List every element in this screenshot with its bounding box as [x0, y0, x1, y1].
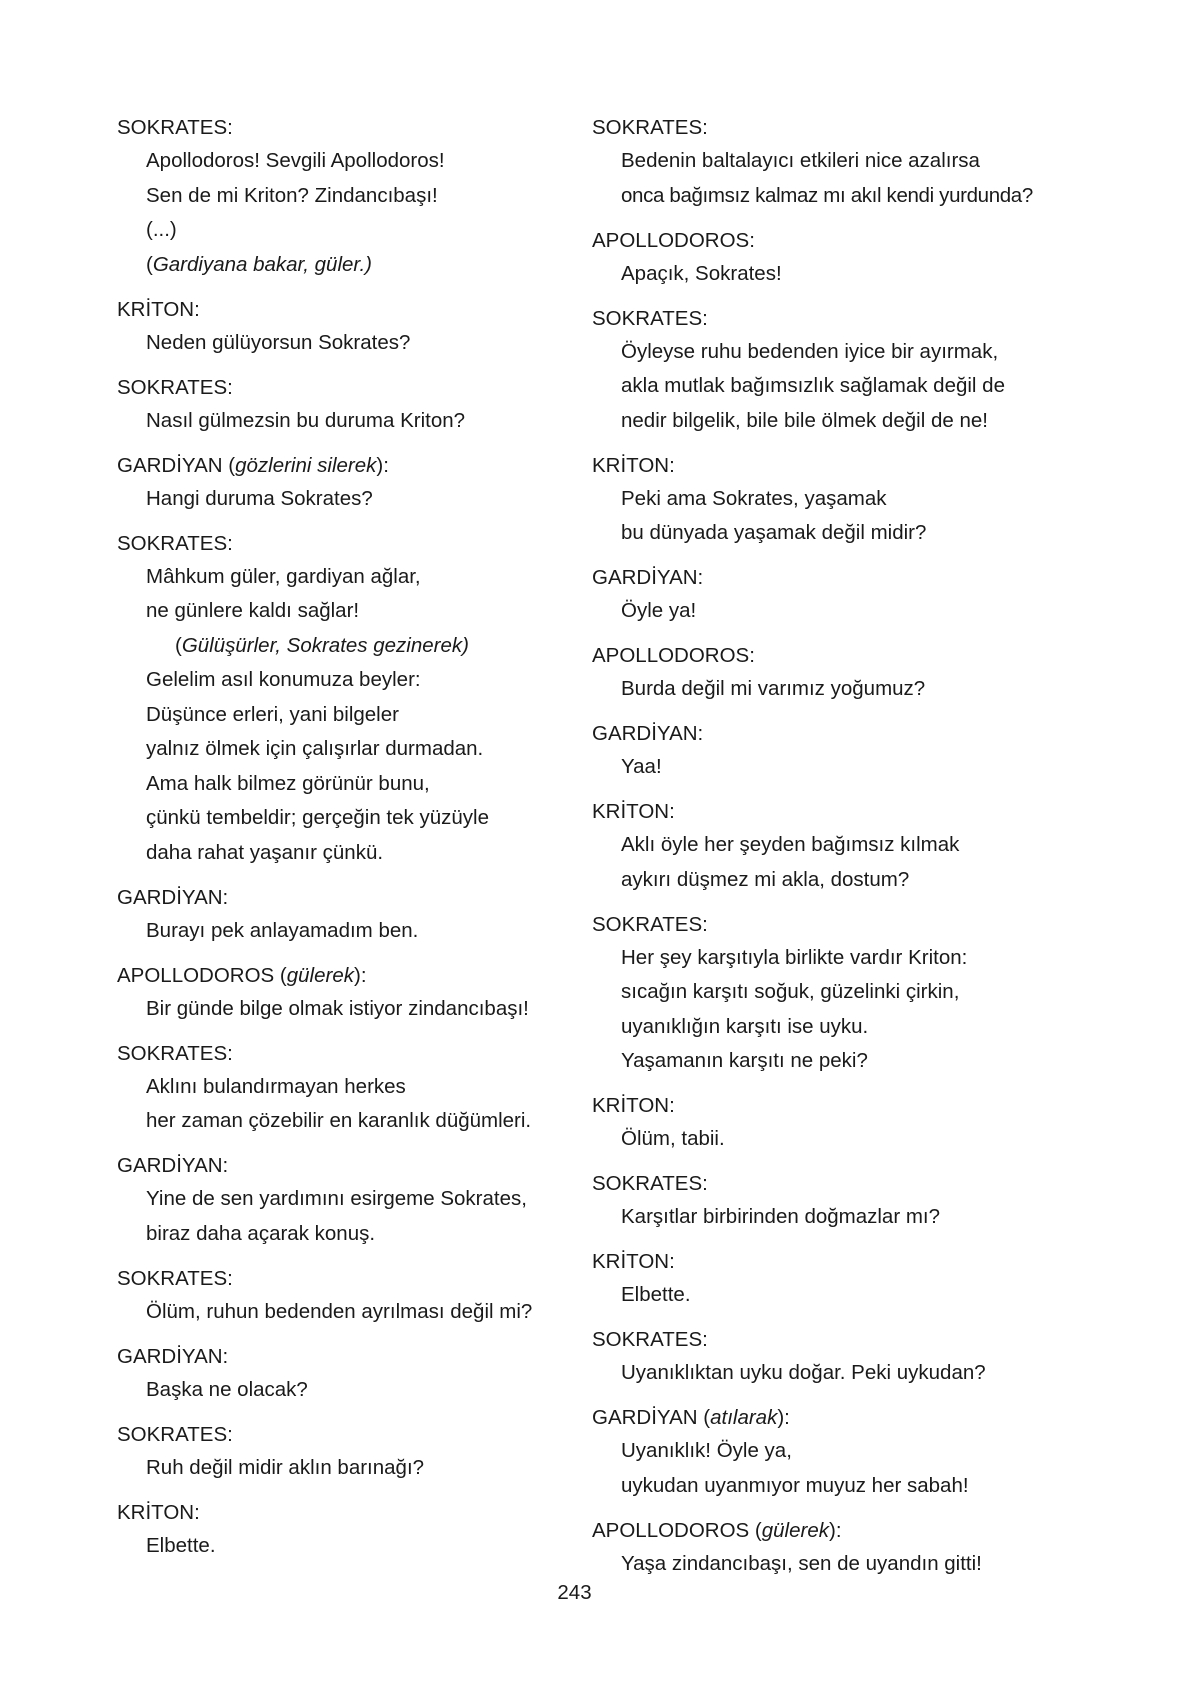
speaker-name: KRİTON: — [592, 1094, 675, 1117]
dialogue-line: Burayı pek anlayamadım ben. — [146, 918, 419, 942]
dialogue-block — [592, 1401, 1062, 1503]
dialogue-line: akla mutlak bağımsızlık sağlamak değil de — [621, 374, 1005, 397]
dialogue-line: Başka ne olacak? — [146, 1377, 308, 1401]
speaker-label: GARDİYAN — [592, 1406, 698, 1429]
dialogue-line: Yaşa zindancıbaşı, sen de uyandın gitti! — [621, 1551, 982, 1575]
speaker-name: KRİTON: — [592, 1250, 675, 1273]
dialogue-block — [592, 1245, 1062, 1313]
dialogue-block — [592, 111, 1062, 213]
dialogue-block — [592, 1323, 1062, 1391]
dialogue-block — [117, 1262, 567, 1330]
speaker-name: APOLLODOROS: — [592, 644, 755, 667]
speaker-name: APOLLODOROS: — [592, 228, 755, 252]
dialogue-line: uyanıklığın karşıtı ise uyku. — [621, 1014, 869, 1038]
dialogue-line: Uyanıklıktan uyku doğar. Peki uykudan? — [621, 1361, 986, 1384]
dialogue-line: Apollodoros! Sevgili Apollodoros! — [146, 149, 445, 172]
dialogue-line: Yaşamanın karşıtı ne peki? — [621, 1049, 868, 1072]
dialogue-line: Elbette. — [146, 1533, 216, 1557]
page-number: 243 — [557, 1581, 592, 1604]
dialogue-line: Nasıl gülmezsin bu duruma Kriton? — [146, 408, 466, 432]
dialogue-block — [592, 717, 1062, 785]
dialogue-block — [592, 639, 1062, 707]
stage-direction-text: Gülüşürler, Sokrates gezinerek) — [181, 633, 469, 657]
speaker-name: SOKRATES: — [592, 116, 708, 139]
speaker-label: APOLLODOROS — [117, 963, 275, 987]
dialogue-line: bu dünyada yaşamak değil midir? — [621, 521, 927, 544]
speaker-name: SOKRATES: — [117, 1041, 233, 1065]
dialogue-line: Ruh değil midir aklın barınağı? — [146, 1455, 425, 1479]
dialogue-block — [592, 224, 1062, 292]
right-column — [592, 111, 1062, 1592]
dialogue-line: Peki ama Sokrates, yaşamak — [621, 486, 887, 510]
speaker-name: SOKRATES: — [117, 116, 233, 139]
speaker-name: GARDİYAN: — [592, 566, 704, 589]
dialogue-block — [592, 1167, 1062, 1235]
stage-direction-paren: ( — [146, 252, 153, 276]
dialogue-line: yalnız ölmek için çalışırlar durmadan. — [146, 737, 484, 760]
speaker-name: KRİTON: — [117, 297, 200, 321]
dialogue-block — [592, 449, 1062, 551]
dialogue-line: Mâhkum güler, gardiyan ağlar, — [146, 564, 421, 588]
dialogue-line: Gelelim asıl konumuza beyler: — [146, 668, 421, 691]
dialogue-line: Ama halk bilmez görünür bunu, — [146, 771, 430, 795]
dialogue-block — [117, 1149, 567, 1251]
speaker-name: APOLLODOROS (gülerek): — [592, 1518, 842, 1542]
dialogue-line: Apaçık, Sokrates! — [621, 261, 782, 285]
dialogue-block — [117, 111, 567, 282]
speaker-label: APOLLODOROS — [592, 1518, 750, 1542]
dialogue-line: Elbette. — [621, 1283, 691, 1306]
speaker-name: GARDİYAN: — [117, 1154, 229, 1177]
dialogue-line: sıcağın karşıtı soğuk, güzelinki çirkin, — [621, 980, 960, 1003]
dialogue-block — [117, 449, 567, 517]
dialogue-line: ne günlere kaldı sağlar! — [146, 599, 360, 622]
speaker-name: SOKRATES: — [117, 1422, 233, 1446]
dialogue-line: Burda değil mi varımız yoğumuz? — [621, 677, 926, 700]
stage-direction-paren: ( — [175, 633, 182, 657]
dialogue-line: çünkü tembeldir; gerçeğin tek yüzüyle — [146, 806, 489, 829]
dialogue-block — [117, 527, 567, 871]
dialogue-block — [117, 293, 567, 361]
dialogue-line: onca bağımsız kalmaz mı akıl kendi yurdunda? — [621, 183, 1033, 207]
speaker-name: GARDİYAN: — [117, 885, 229, 909]
dialogue-line: Yine de sen yardımını esirgeme Sokrates, — [146, 1187, 527, 1210]
speaker-name: GARDİYAN (gözlerini silerek): — [117, 453, 389, 477]
dialogue-block — [592, 795, 1062, 897]
dialogue-line: Yaa! — [621, 755, 662, 778]
dialogue-block — [117, 881, 567, 949]
speaker-name: SOKRATES: — [592, 1328, 708, 1351]
speaker-name: SOKRATES: — [592, 1172, 708, 1195]
dialogue-line: Her şey karşıtıyla birlikte vardır Kriton: — [621, 945, 968, 969]
dialogue-line: Neden gülüyorsun Sokrates? — [146, 330, 411, 354]
speaker-label: GARDİYAN — [117, 453, 223, 477]
dialogue-line: (...) — [146, 218, 177, 241]
speaker-note: gülerek — [761, 1518, 829, 1542]
speaker-name: KRİTON: — [592, 800, 675, 823]
dialogue-line: Öyleyse ruhu bedenden iyice bir ayırmak, — [621, 339, 999, 363]
dialogue-block — [117, 1037, 567, 1139]
dialogue-line: biraz daha açarak konuş. — [146, 1221, 376, 1245]
dialogue-line: Karşıtlar birbirinden doğmazlar mı? — [621, 1205, 941, 1228]
dialogue-block — [592, 1514, 1062, 1582]
dialogue-block — [592, 561, 1062, 629]
dialogue-line: Hangi duruma Sokrates? — [146, 486, 373, 510]
speaker-name: GARDİYAN: — [117, 1344, 229, 1368]
dialogue-block — [592, 1089, 1062, 1157]
speaker-name: KRİTON: — [592, 453, 675, 477]
dialogue-line: daha rahat yaşanır çünkü. — [146, 840, 384, 864]
speaker-note: atılarak — [710, 1406, 778, 1429]
dialogue-line: Uyanıklık! Öyle ya, — [621, 1439, 792, 1462]
speaker-name: SOKRATES: — [117, 375, 233, 399]
speaker-name: KRİTON: — [117, 1500, 200, 1524]
speaker-name: SOKRATES: — [117, 1266, 233, 1290]
stage-direction — [117, 248, 567, 283]
dialogue-block — [592, 908, 1062, 1079]
dialogue-block — [117, 1496, 567, 1564]
dialogue-line: Düşünce erleri, yani bilgeler — [146, 702, 399, 726]
dialogue-block — [117, 1418, 567, 1486]
dialogue-block — [117, 959, 567, 1027]
speaker-name: GARDİYAN: — [592, 722, 704, 745]
dialogue-line: uykudan uyanmıyor muyuz her sabah! — [621, 1473, 969, 1497]
dialogue-line: Sen de mi Kriton? Zindancıbaşı! — [146, 183, 438, 207]
speaker-name: GARDİYAN (atılarak): — [592, 1406, 790, 1429]
speaker-name: APOLLODOROS (gülerek): — [117, 963, 367, 987]
dialogue-line: aykırı düşmez mi akla, dostum? — [621, 867, 910, 891]
speaker-note: gülerek — [286, 963, 354, 987]
dialogue-line: Bedenin baltalayıcı etkileri nice azalırsa — [621, 149, 980, 172]
stage-direction — [117, 629, 567, 664]
dialogue-line: Bir günde bilge olmak istiyor zindancıbaşı! — [146, 996, 529, 1020]
speaker-note: gözlerini silerek — [235, 453, 377, 477]
dialogue-line: Ölüm, tabii. — [621, 1127, 725, 1150]
dialogue-block — [117, 371, 567, 439]
dialogue-line: Öyle ya! — [621, 599, 697, 622]
left-column — [117, 111, 567, 1574]
speaker-name: SOKRATES: — [592, 912, 708, 936]
dialogue-block — [117, 1340, 567, 1408]
dialogue-line: Aklını bulandırmayan herkes — [146, 1074, 406, 1098]
dialogue-line: nedir bilgelik, bile bile ölmek değil de ne! — [621, 408, 988, 432]
dialogue-line: Ölüm, ruhun bedenden ayrılması değil mi? — [146, 1299, 533, 1323]
speaker-name: SOKRATES: — [117, 531, 233, 555]
stage-direction-text: Gardiyana bakar, güler.) — [152, 252, 372, 276]
dialogue-line: Aklı öyle her şeyden bağımsız kılmak — [621, 833, 960, 856]
speaker-name: SOKRATES: — [592, 306, 708, 330]
dialogue-block — [592, 302, 1062, 439]
dialogue-line: her zaman çözebilir en karanlık düğümleri. — [146, 1109, 532, 1132]
